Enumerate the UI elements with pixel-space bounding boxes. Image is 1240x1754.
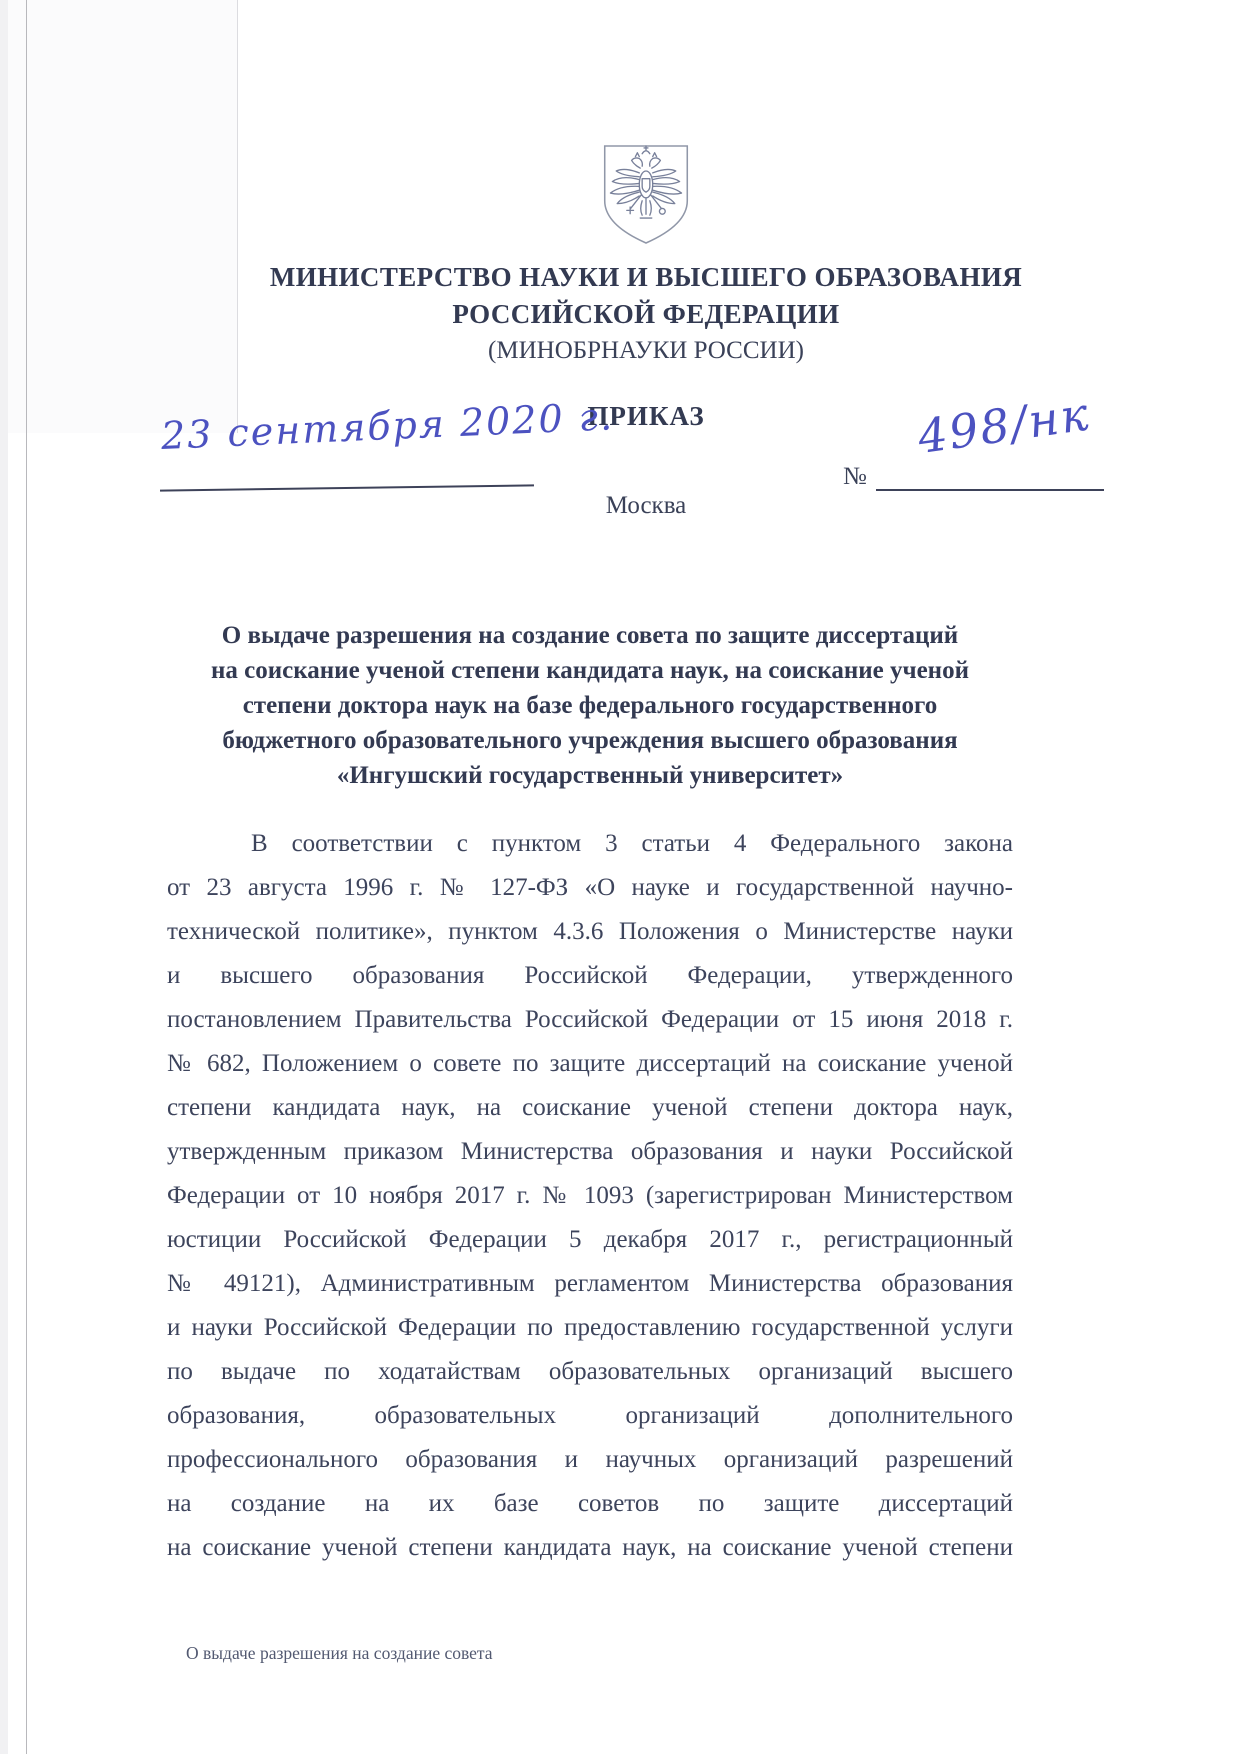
- order-title-line: «Ингушский государственный университет»: [336, 762, 844, 789]
- russian-coat-of-arms-icon: [598, 142, 694, 248]
- body-line: на создание на их базе советов по защите диссертаций: [167, 1490, 1013, 1517]
- body-line: утвержденным приказом Министерства образования и науки Российской: [167, 1138, 1013, 1165]
- scan-fold-line: [26, 0, 27, 1754]
- number-label: №: [843, 463, 867, 490]
- body-line: технической политике», пунктом 4.3.6 Положения о Министерстве науки: [167, 918, 1013, 945]
- body-line: от 23 августа 1996 г. № 127-ФЗ «О науке и государственной научно-: [167, 874, 1013, 901]
- body-line: № 49121), Административным регламентом Министерства образования: [167, 1270, 1013, 1297]
- body-line: по выдаче по ходатайствам образовательных организаций высшего: [167, 1358, 1013, 1385]
- body-line: профессионального образования и научных организаций разрешений: [167, 1446, 1013, 1473]
- order-title-line: степени доктора наук на базе федерального государственного: [242, 692, 938, 719]
- order-title-line: бюджетного образовательного учреждения высшего образования: [222, 727, 958, 754]
- order-title: [167, 618, 1013, 793]
- body-line: и науки Российской Федерации по предоставлению государственной услуги: [167, 1314, 1013, 1341]
- body-line: юстиции Российской Федерации 5 декабря 2017 г., регистрационный: [167, 1226, 1013, 1253]
- body-line: на соискание ученой степени кандидата наук, на соискание ученой степени: [167, 1534, 1013, 1561]
- body-line: В соответствии с пунктом 3 статьи 4 Федерального закона: [251, 830, 1013, 857]
- city-label: Москва: [605, 492, 687, 519]
- footer-note: О выдаче разрешения на создание совета: [186, 1643, 493, 1663]
- ministry-header: [190, 259, 1102, 369]
- body-line: образования, образовательных организаций дополнительного: [167, 1402, 1013, 1429]
- ministry-name-line2: РОССИЙСКОЙ ФЕДЕРАЦИИ: [452, 299, 840, 329]
- order-body: [167, 822, 1013, 1570]
- handwritten-number: 498/нк: [914, 386, 1094, 464]
- body-line: постановлением Правительства Российской Федерации от 15 июня 2018 г.: [167, 1006, 1013, 1033]
- body-line: степени кандидата наук, на соискание ученой степени доктора наук,: [167, 1094, 1013, 1121]
- body-line: и высшего образования Российской Федерации, утвержденного: [167, 962, 1013, 989]
- date-underline: [160, 484, 534, 491]
- handwritten-date: 23 сентября 2020 г.: [160, 394, 615, 458]
- ministry-short-name: (МИНОБРНАУКИ РОССИИ): [488, 337, 804, 364]
- body-line: Федерации от 10 ноября 2017 г. № 1093 (зарегистрирован Министерством: [167, 1182, 1013, 1209]
- scan-left-edge-strip: [0, 0, 8, 1754]
- doc-type-heading: ПРИКАЗ: [587, 401, 705, 431]
- ministry-name-line1: МИНИСТЕРСТВО НАУКИ И ВЫСШЕГО ОБРАЗОВАНИЯ: [269, 262, 1023, 292]
- order-title-line: на соискание ученой степени кандидата наук, на соискание ученой: [210, 657, 969, 684]
- order-title-line: О выдаче разрешения на создание совета по защите диссертаций: [221, 622, 959, 649]
- number-underline: [876, 489, 1104, 491]
- body-line: № 682, Положением о совете по защите диссертаций на соискание ученой: [167, 1050, 1013, 1077]
